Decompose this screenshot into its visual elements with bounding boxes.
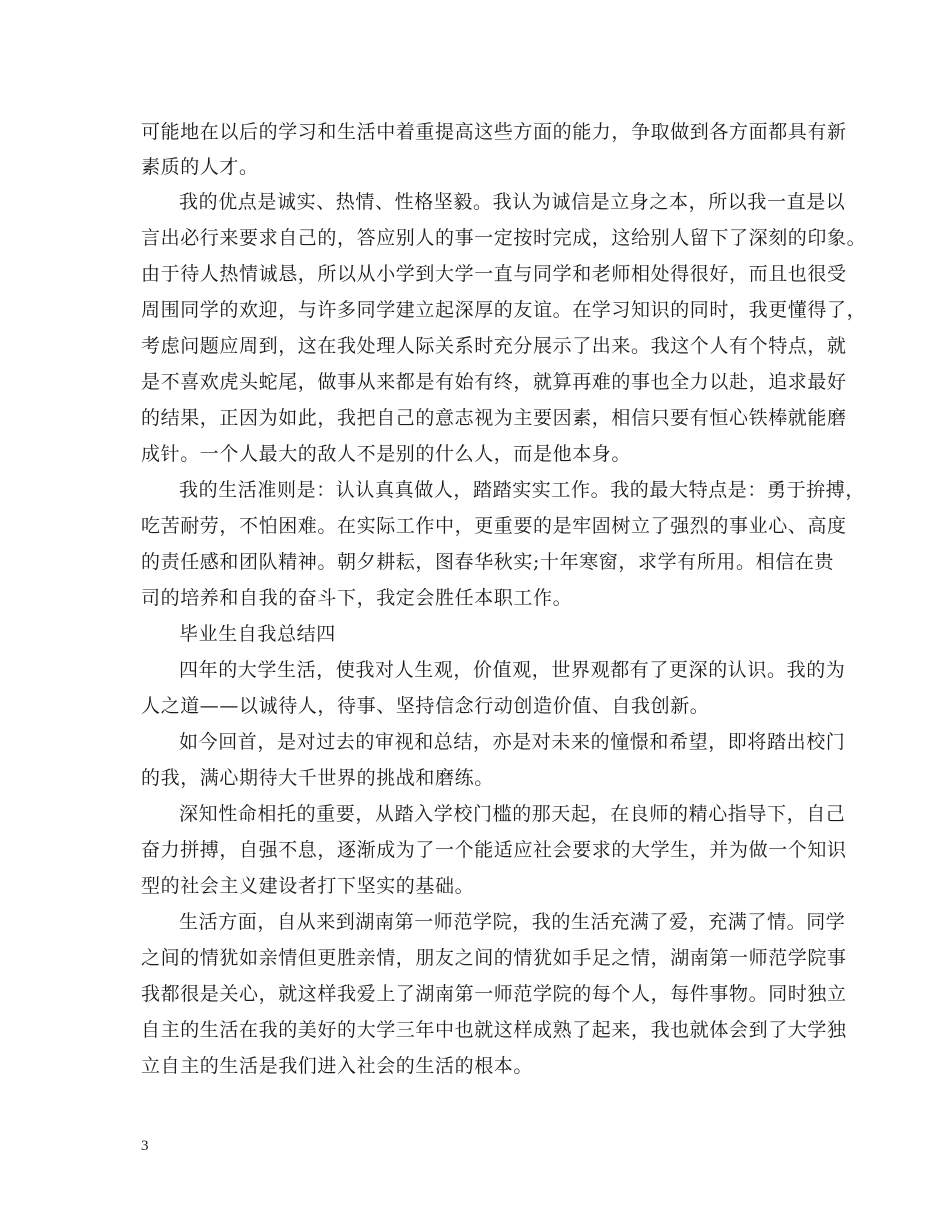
text-line: 自主的生活在我的美好的大学三年中也就这样成熟了起来，我也就体会到了大学独	[141, 1019, 847, 1041]
text-line: 型的社会主义建设者打下坚实的基础。	[141, 875, 475, 897]
text-line: 四年的大学生活，使我对人生观，价值观，世界观都有了更深的认识。我的为	[179, 659, 846, 681]
text-line: 我都很是关心，就这样我爱上了湖南第一师范学院的每个人，每件事物。同时独立	[141, 983, 847, 1005]
text-line: 言出必行来要求自己的，答应别人的事一定按时完成，这给别人留下了深刻的印象。	[141, 227, 867, 249]
text-line: 的我，满心期待大千世界的挑战和磨练。	[141, 767, 494, 789]
text-line: 之间的情犹如亲情但更胜亲情，朋友之间的情犹如手足之情，湖南第一师范学院事	[141, 947, 847, 969]
text-line: 周围同学的欢迎，与许多同学建立起深厚的友谊。在学习知识的同时，我更懂得了，	[141, 299, 867, 321]
text-line: 立自主的生活是我们进入社会的生活的根本。	[141, 1055, 534, 1077]
text-line: 由于待人热情诚恳，所以从小学到大学一直与同学和老师相处得很好，而且也很受	[141, 263, 847, 285]
text-line: 是不喜欢虎头蛇尾，做事从来都是有始有终，就算再难的事也全力以赴，追求最好	[141, 371, 847, 393]
text-line: 的责任感和团队精神。朝夕耕耘，图春华秋实;十年寒窗，求学有所用。相信在贵	[141, 551, 835, 573]
text-line: 如今回首，是对过去的审视和总结，亦是对未来的憧憬和希望，即将踏出校门	[179, 731, 846, 753]
text-line: 人之道——以诚待人，待事、坚持信念行动创造价值、自我创新。	[141, 695, 710, 717]
text-line: 吃苦耐劳，不怕困难。在实际工作中，更重要的是牢固树立了强烈的事业心、高度	[141, 515, 847, 537]
text-line: 的结果，正因为如此，我把自己的意志视为主要因素，相信只要有恒心铁棒就能磨	[141, 407, 847, 429]
text-line: 司的培养和自我的奋斗下，我定会胜任本职工作。	[141, 587, 573, 609]
text-line: 可能地在以后的学习和生活中着重提高这些方面的能力，争取做到各方面都具有新	[141, 121, 847, 143]
text-line: 成针。一个人最大的敌人不是别的什么人，而是他本身。	[141, 443, 632, 465]
section-heading: 毕业生自我总结四	[179, 623, 336, 645]
page-number: 3	[141, 1138, 149, 1154]
text-line: 我的生活准则是：认认真真做人，踏踏实实工作。我的最大特点是：勇于拚搏，	[179, 479, 866, 501]
text-line: 考虑问题应周到，这在我处理人际关系时充分展示了出来。我这个人有个特点，就	[141, 335, 847, 357]
text-line: 深知性命相托的重要，从踏入学校门槛的那天起，在良师的精心指导下，自己	[179, 803, 846, 825]
text-line: 素质的人才。	[141, 156, 259, 178]
text-line: 我的优点是诚实、热情、性格坚毅。我认为诚信是立身之本，所以我一直是以	[179, 191, 846, 213]
text-line: 生活方面，自从来到湖南第一师范学院，我的生活充满了爱，充满了情。同学	[179, 911, 846, 933]
text-line: 奋力拼搏，自强不息，逐渐成为了一个能适应社会要求的大学生，并为做一个知识	[141, 839, 847, 861]
